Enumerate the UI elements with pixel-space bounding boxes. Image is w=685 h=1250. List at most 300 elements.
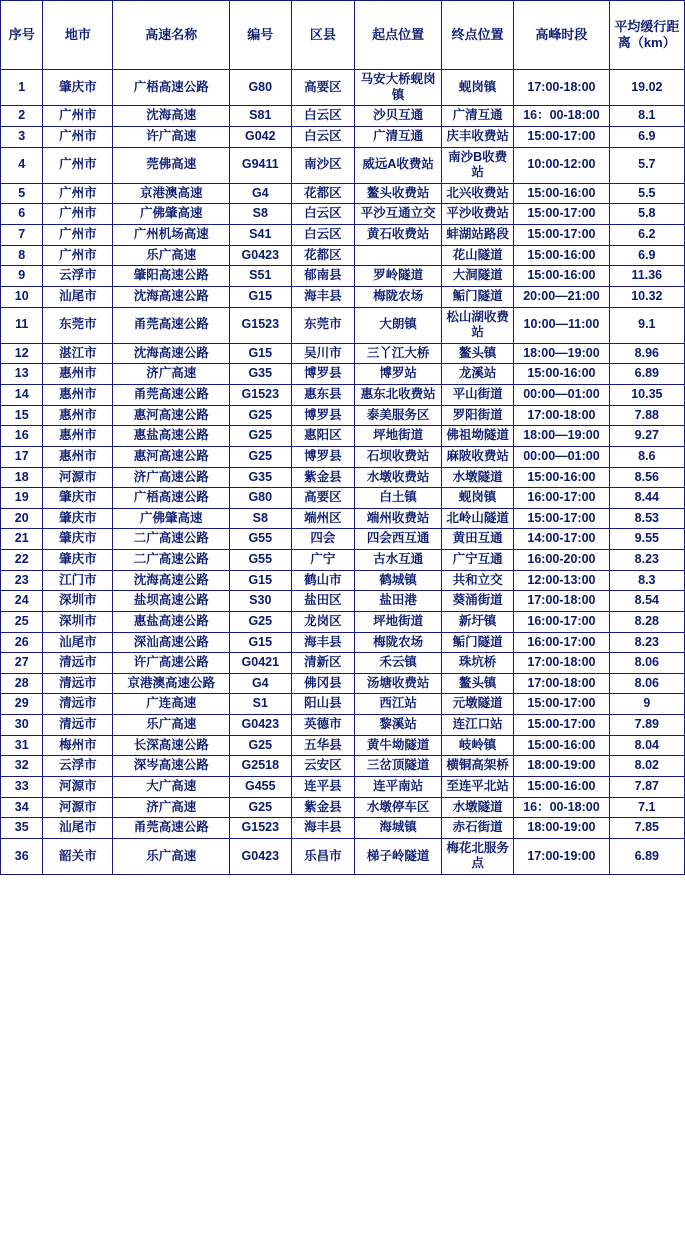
cell-highway-name: 许广高速公路 — [113, 653, 230, 674]
cell-city: 惠州市 — [43, 385, 113, 406]
cell-average-slow-distance: 8.23 — [609, 632, 684, 653]
cell-average-slow-distance: 7.87 — [609, 776, 684, 797]
cell-index: 34 — [1, 797, 43, 818]
cell-end-location: 广清互通 — [442, 106, 514, 127]
cell-peak-period: 17:00-18:00 — [514, 673, 609, 694]
cell-average-slow-distance: 8.02 — [609, 756, 684, 777]
cell-district: 博罗县 — [291, 364, 355, 385]
cell-end-location: 水墩隧道 — [442, 797, 514, 818]
cell-index: 3 — [1, 126, 43, 147]
cell-city: 惠州市 — [43, 405, 113, 426]
cell-index: 25 — [1, 611, 43, 632]
cell-district: 清新区 — [291, 653, 355, 674]
cell-average-slow-distance: 6.9 — [609, 126, 684, 147]
cell-start-location: 石坝收费站 — [355, 446, 442, 467]
cell-index: 12 — [1, 343, 43, 364]
cell-district: 花都区 — [291, 183, 355, 204]
table-row — [1, 591, 685, 612]
table-row — [1, 426, 685, 447]
cell-index: 11 — [1, 307, 43, 343]
cell-index: 24 — [1, 591, 43, 612]
cell-end-location: 赤石街道 — [442, 818, 514, 839]
table-row — [1, 467, 685, 488]
cell-average-slow-distance: 6.9 — [609, 245, 684, 266]
column-header-peak-period: 高峰时段 — [514, 1, 609, 70]
cell-average-slow-distance: 8.56 — [609, 467, 684, 488]
cell-code: G25 — [230, 611, 292, 632]
cell-end-location: 鳌头镇 — [442, 343, 514, 364]
cell-average-slow-distance: 6.89 — [609, 838, 684, 874]
column-header-average-slow-distance: 平均缓行距离（km） — [609, 1, 684, 70]
cell-end-location: 梅花北服务点 — [442, 838, 514, 874]
cell-index: 7 — [1, 225, 43, 246]
cell-district: 英德市 — [291, 715, 355, 736]
cell-district: 东莞市 — [291, 307, 355, 343]
cell-end-location: 花山隧道 — [442, 245, 514, 266]
table-row — [1, 147, 685, 183]
cell-city: 肇庆市 — [43, 508, 113, 529]
cell-start-location: 三丫江大桥 — [355, 343, 442, 364]
table-row — [1, 286, 685, 307]
cell-index: 19 — [1, 488, 43, 509]
cell-index: 14 — [1, 385, 43, 406]
cell-district: 郁南县 — [291, 266, 355, 287]
cell-district: 阳山县 — [291, 694, 355, 715]
cell-start-location: 坪地街道 — [355, 426, 442, 447]
cell-peak-period: 10:00—11:00 — [514, 307, 609, 343]
cell-city: 广州市 — [43, 183, 113, 204]
cell-index: 15 — [1, 405, 43, 426]
cell-highway-name: 沈海高速 — [113, 106, 230, 127]
cell-highway-name: 乐广高速 — [113, 838, 230, 874]
cell-city: 肇庆市 — [43, 488, 113, 509]
cell-start-location: 梅陇农场 — [355, 286, 442, 307]
cell-index: 8 — [1, 245, 43, 266]
cell-start-location: 梯子岭隧道 — [355, 838, 442, 874]
cell-code: G80 — [230, 488, 292, 509]
table-row — [1, 307, 685, 343]
cell-code: G1523 — [230, 385, 292, 406]
cell-code: G25 — [230, 446, 292, 467]
table-row — [1, 776, 685, 797]
cell-city: 肇庆市 — [43, 529, 113, 550]
cell-district: 盐田区 — [291, 591, 355, 612]
cell-peak-period: 18:00-19:00 — [514, 818, 609, 839]
cell-city: 清远市 — [43, 694, 113, 715]
cell-district: 海丰县 — [291, 632, 355, 653]
cell-index: 1 — [1, 70, 43, 106]
cell-city: 汕尾市 — [43, 286, 113, 307]
cell-average-slow-distance: 8.28 — [609, 611, 684, 632]
table-row — [1, 385, 685, 406]
cell-peak-period: 16:00-17:00 — [514, 488, 609, 509]
cell-start-location: 白土镇 — [355, 488, 442, 509]
cell-district: 南沙区 — [291, 147, 355, 183]
cell-index: 27 — [1, 653, 43, 674]
cell-start-location: 水墩停车区 — [355, 797, 442, 818]
column-header-index: 序号 — [1, 1, 43, 70]
cell-city: 肇庆市 — [43, 70, 113, 106]
cell-district: 海丰县 — [291, 286, 355, 307]
cell-city: 清远市 — [43, 653, 113, 674]
cell-start-location: 古水互通 — [355, 550, 442, 571]
table-header — [1, 1, 685, 70]
cell-index: 9 — [1, 266, 43, 287]
cell-highway-name: 广佛肇高速 — [113, 204, 230, 225]
table-row — [1, 632, 685, 653]
cell-peak-period: 17:00-19:00 — [514, 838, 609, 874]
cell-end-location: 平山街道 — [442, 385, 514, 406]
cell-city: 云浮市 — [43, 756, 113, 777]
cell-code: G0423 — [230, 838, 292, 874]
cell-district: 连平县 — [291, 776, 355, 797]
cell-city: 汕尾市 — [43, 632, 113, 653]
cell-district: 广宁 — [291, 550, 355, 571]
cell-start-location: 禾云镇 — [355, 653, 442, 674]
table-row — [1, 446, 685, 467]
cell-start-location: 西江站 — [355, 694, 442, 715]
cell-code: G15 — [230, 343, 292, 364]
cell-highway-name: 乐广高速 — [113, 715, 230, 736]
cell-district: 惠东县 — [291, 385, 355, 406]
cell-city: 河源市 — [43, 776, 113, 797]
cell-code: G55 — [230, 529, 292, 550]
cell-end-location: 至连平北站 — [442, 776, 514, 797]
cell-highway-name: 莞佛高速 — [113, 147, 230, 183]
table-row — [1, 126, 685, 147]
cell-district: 高要区 — [291, 70, 355, 106]
cell-index: 23 — [1, 570, 43, 591]
cell-average-slow-distance: 9.27 — [609, 426, 684, 447]
cell-code: G1523 — [230, 818, 292, 839]
column-header-city: 地市 — [43, 1, 113, 70]
cell-average-slow-distance: 7.88 — [609, 405, 684, 426]
cell-start-location: 水墩收费站 — [355, 467, 442, 488]
cell-end-location: 蚬岗镇 — [442, 488, 514, 509]
cell-code: G0423 — [230, 245, 292, 266]
cell-city: 广州市 — [43, 147, 113, 183]
cell-start-location: 广清互通 — [355, 126, 442, 147]
cell-average-slow-distance: 7.1 — [609, 797, 684, 818]
cell-average-slow-distance: 8.96 — [609, 343, 684, 364]
cell-code: G042 — [230, 126, 292, 147]
cell-highway-name: 惠盐高速公路 — [113, 611, 230, 632]
cell-code: G25 — [230, 426, 292, 447]
cell-code: G15 — [230, 286, 292, 307]
cell-district: 花都区 — [291, 245, 355, 266]
cell-start-location: 盐田港 — [355, 591, 442, 612]
cell-code: G455 — [230, 776, 292, 797]
cell-city: 广州市 — [43, 245, 113, 266]
cell-code: G15 — [230, 632, 292, 653]
cell-highway-name: 广梧高速公路 — [113, 488, 230, 509]
cell-average-slow-distance: 9.1 — [609, 307, 684, 343]
cell-average-slow-distance: 5.8 — [609, 204, 684, 225]
cell-code: S30 — [230, 591, 292, 612]
cell-end-location: 新圩镇 — [442, 611, 514, 632]
cell-end-location: 共和立交 — [442, 570, 514, 591]
cell-highway-name: 肇阳高速公路 — [113, 266, 230, 287]
cell-start-location: 平沙互通立交 — [355, 204, 442, 225]
cell-index: 18 — [1, 467, 43, 488]
cell-highway-name: 惠河高速公路 — [113, 405, 230, 426]
cell-average-slow-distance: 8.04 — [609, 735, 684, 756]
cell-highway-name: 济广高速公路 — [113, 467, 230, 488]
cell-city: 河源市 — [43, 467, 113, 488]
column-header-start-location: 起点位置 — [355, 1, 442, 70]
cell-peak-period: 16:00-17:00 — [514, 632, 609, 653]
cell-district: 鹤山市 — [291, 570, 355, 591]
cell-district: 吴川市 — [291, 343, 355, 364]
cell-average-slow-distance: 19.02 — [609, 70, 684, 106]
cell-highway-name: 京港澳高速公路 — [113, 673, 230, 694]
cell-average-slow-distance: 5.5 — [609, 183, 684, 204]
cell-city: 深圳市 — [43, 591, 113, 612]
cell-peak-period: 15:00-16:00 — [514, 266, 609, 287]
cell-index: 32 — [1, 756, 43, 777]
cell-city: 惠州市 — [43, 426, 113, 447]
cell-index: 35 — [1, 818, 43, 839]
cell-start-location: 大朗镇 — [355, 307, 442, 343]
cell-highway-name: 济广高速 — [113, 797, 230, 818]
cell-city: 广州市 — [43, 204, 113, 225]
cell-highway-name: 沈海高速公路 — [113, 286, 230, 307]
cell-start-location: 威远A收费站 — [355, 147, 442, 183]
cell-start-location: 马安大桥蚬岗镇 — [355, 70, 442, 106]
cell-highway-name: 乐广高速 — [113, 245, 230, 266]
cell-city: 江门市 — [43, 570, 113, 591]
cell-city: 广州市 — [43, 106, 113, 127]
cell-code: G9411 — [230, 147, 292, 183]
cell-city: 深圳市 — [43, 611, 113, 632]
cell-end-location: 黄田互通 — [442, 529, 514, 550]
table-row — [1, 266, 685, 287]
cell-end-location: 葵涌街道 — [442, 591, 514, 612]
cell-average-slow-distance: 8.06 — [609, 653, 684, 674]
cell-peak-period: 15:00-17:00 — [514, 126, 609, 147]
table-row — [1, 797, 685, 818]
cell-district: 博罗县 — [291, 446, 355, 467]
cell-highway-name: 惠河高速公路 — [113, 446, 230, 467]
cell-end-location: 蚬岗镇 — [442, 70, 514, 106]
table-header-row — [1, 1, 685, 70]
cell-peak-period: 16：00-18:00 — [514, 106, 609, 127]
cell-highway-name: 盐坝高速公路 — [113, 591, 230, 612]
cell-district: 四会 — [291, 529, 355, 550]
cell-start-location: 三岔顶隧道 — [355, 756, 442, 777]
cell-average-slow-distance: 8.44 — [609, 488, 684, 509]
cell-code: G25 — [230, 735, 292, 756]
cell-start-location: 黎溪站 — [355, 715, 442, 736]
cell-average-slow-distance: 8.06 — [609, 673, 684, 694]
cell-end-location: 麻陂收费站 — [442, 446, 514, 467]
table-row — [1, 508, 685, 529]
cell-peak-period: 15:00-16:00 — [514, 735, 609, 756]
cell-city: 梅州市 — [43, 735, 113, 756]
cell-start-location: 梅陇农场 — [355, 632, 442, 653]
cell-index: 16 — [1, 426, 43, 447]
cell-code: S41 — [230, 225, 292, 246]
cell-peak-period: 12:00-13:00 — [514, 570, 609, 591]
cell-city: 湛江市 — [43, 343, 113, 364]
column-header-highway-name: 高速名称 — [113, 1, 230, 70]
table-row — [1, 106, 685, 127]
cell-peak-period: 15:00-17:00 — [514, 715, 609, 736]
cell-highway-name: 甬莞高速公路 — [113, 385, 230, 406]
cell-start-location: 泰美服务区 — [355, 405, 442, 426]
table-row — [1, 818, 685, 839]
cell-highway-name: 惠盐高速公路 — [113, 426, 230, 447]
table-row — [1, 70, 685, 106]
cell-average-slow-distance: 11.36 — [609, 266, 684, 287]
cell-end-location: 南沙B收费站 — [442, 147, 514, 183]
cell-peak-period: 17:00-18:00 — [514, 591, 609, 612]
cell-average-slow-distance: 8.3 — [609, 570, 684, 591]
cell-start-location: 鹤城镇 — [355, 570, 442, 591]
cell-peak-period: 15:00-16:00 — [514, 467, 609, 488]
cell-index: 2 — [1, 106, 43, 127]
cell-code: G4 — [230, 673, 292, 694]
cell-index: 26 — [1, 632, 43, 653]
cell-start-location: 鳌头收费站 — [355, 183, 442, 204]
cell-code: S81 — [230, 106, 292, 127]
cell-start-location: 坪地街道 — [355, 611, 442, 632]
cell-end-location: 平沙收费站 — [442, 204, 514, 225]
cell-peak-period: 16:00-17:00 — [514, 611, 609, 632]
cell-start-location: 海城镇 — [355, 818, 442, 839]
cell-end-location: 罗阳街道 — [442, 405, 514, 426]
cell-district: 紫金县 — [291, 467, 355, 488]
cell-index: 28 — [1, 673, 43, 694]
cell-code: S8 — [230, 204, 292, 225]
cell-index: 13 — [1, 364, 43, 385]
cell-end-location: 广宁互通 — [442, 550, 514, 571]
cell-peak-period: 17:00-18:00 — [514, 70, 609, 106]
cell-peak-period: 17:00-18:00 — [514, 653, 609, 674]
cell-start-location: 惠东北收费站 — [355, 385, 442, 406]
cell-highway-name: 沈海高速公路 — [113, 343, 230, 364]
cell-index: 36 — [1, 838, 43, 874]
cell-highway-name: 济广高速 — [113, 364, 230, 385]
cell-city: 韶关市 — [43, 838, 113, 874]
cell-end-location: 鲘门隧道 — [442, 286, 514, 307]
cell-peak-period: 14:00-17:00 — [514, 529, 609, 550]
column-header-district: 区县 — [291, 1, 355, 70]
cell-highway-name: 广连高速 — [113, 694, 230, 715]
column-header-code: 编号 — [230, 1, 292, 70]
cell-average-slow-distance: 9 — [609, 694, 684, 715]
cell-start-location: 黄牛坳隧道 — [355, 735, 442, 756]
cell-code: G15 — [230, 570, 292, 591]
table-row — [1, 715, 685, 736]
cell-average-slow-distance: 7.85 — [609, 818, 684, 839]
table-row — [1, 488, 685, 509]
cell-end-location: 佛祖坳隧道 — [442, 426, 514, 447]
cell-index: 5 — [1, 183, 43, 204]
cell-start-location: 沙贝互通 — [355, 106, 442, 127]
cell-peak-period: 18:00—19:00 — [514, 426, 609, 447]
cell-end-location: 大洞隧道 — [442, 266, 514, 287]
cell-code: G35 — [230, 364, 292, 385]
cell-peak-period: 16：00-18:00 — [514, 797, 609, 818]
cell-district: 白云区 — [291, 204, 355, 225]
cell-index: 4 — [1, 147, 43, 183]
cell-highway-name: 许广高速 — [113, 126, 230, 147]
cell-highway-name: 深岑高速公路 — [113, 756, 230, 777]
cell-code: G25 — [230, 797, 292, 818]
cell-peak-period: 10:00-12:00 — [514, 147, 609, 183]
cell-district: 龙岗区 — [291, 611, 355, 632]
cell-code: G1523 — [230, 307, 292, 343]
table-row — [1, 364, 685, 385]
cell-highway-name: 沈海高速公路 — [113, 570, 230, 591]
cell-code: G4 — [230, 183, 292, 204]
cell-highway-name: 广梧高速公路 — [113, 70, 230, 106]
cell-index: 21 — [1, 529, 43, 550]
cell-district: 白云区 — [291, 106, 355, 127]
column-header-end-location: 终点位置 — [442, 1, 514, 70]
cell-peak-period: 15:00-17:00 — [514, 694, 609, 715]
cell-city: 广州市 — [43, 126, 113, 147]
cell-end-location: 岐岭镇 — [442, 735, 514, 756]
table-row — [1, 225, 685, 246]
cell-end-location: 连江口站 — [442, 715, 514, 736]
cell-end-location: 北兴收费站 — [442, 183, 514, 204]
cell-highway-name: 甬莞高速公路 — [113, 818, 230, 839]
cell-start-location: 连平南站 — [355, 776, 442, 797]
table-row — [1, 694, 685, 715]
cell-index: 17 — [1, 446, 43, 467]
cell-index: 6 — [1, 204, 43, 225]
cell-district: 端州区 — [291, 508, 355, 529]
cell-peak-period: 15:00-16:00 — [514, 183, 609, 204]
cell-start-location: 四会西互通 — [355, 529, 442, 550]
cell-code: S1 — [230, 694, 292, 715]
cell-peak-period: 00:00—01:00 — [514, 385, 609, 406]
cell-end-location: 北岭山隧道 — [442, 508, 514, 529]
cell-district: 高要区 — [291, 488, 355, 509]
cell-code: S51 — [230, 266, 292, 287]
table-row — [1, 611, 685, 632]
cell-district: 惠阳区 — [291, 426, 355, 447]
cell-end-location: 元墩隧道 — [442, 694, 514, 715]
table-row — [1, 838, 685, 874]
cell-city: 清远市 — [43, 715, 113, 736]
cell-average-slow-distance: 8.54 — [609, 591, 684, 612]
cell-code: G2518 — [230, 756, 292, 777]
cell-city: 汕尾市 — [43, 818, 113, 839]
cell-district: 海丰县 — [291, 818, 355, 839]
cell-average-slow-distance: 10.35 — [609, 385, 684, 406]
cell-city: 云浮市 — [43, 266, 113, 287]
cell-end-location: 松山湖收费站 — [442, 307, 514, 343]
cell-index: 22 — [1, 550, 43, 571]
cell-peak-period: 15:00-17:00 — [514, 225, 609, 246]
cell-highway-name: 广州机场高速 — [113, 225, 230, 246]
cell-end-location: 横铜高架桥 — [442, 756, 514, 777]
cell-city: 惠州市 — [43, 364, 113, 385]
cell-start-location: 汤塘收费站 — [355, 673, 442, 694]
table-row — [1, 756, 685, 777]
cell-district: 白云区 — [291, 126, 355, 147]
cell-index: 20 — [1, 508, 43, 529]
cell-average-slow-distance: 8.53 — [609, 508, 684, 529]
table-row — [1, 653, 685, 674]
cell-district: 白云区 — [291, 225, 355, 246]
cell-index: 29 — [1, 694, 43, 715]
cell-city: 河源市 — [43, 797, 113, 818]
cell-average-slow-distance: 7.89 — [609, 715, 684, 736]
